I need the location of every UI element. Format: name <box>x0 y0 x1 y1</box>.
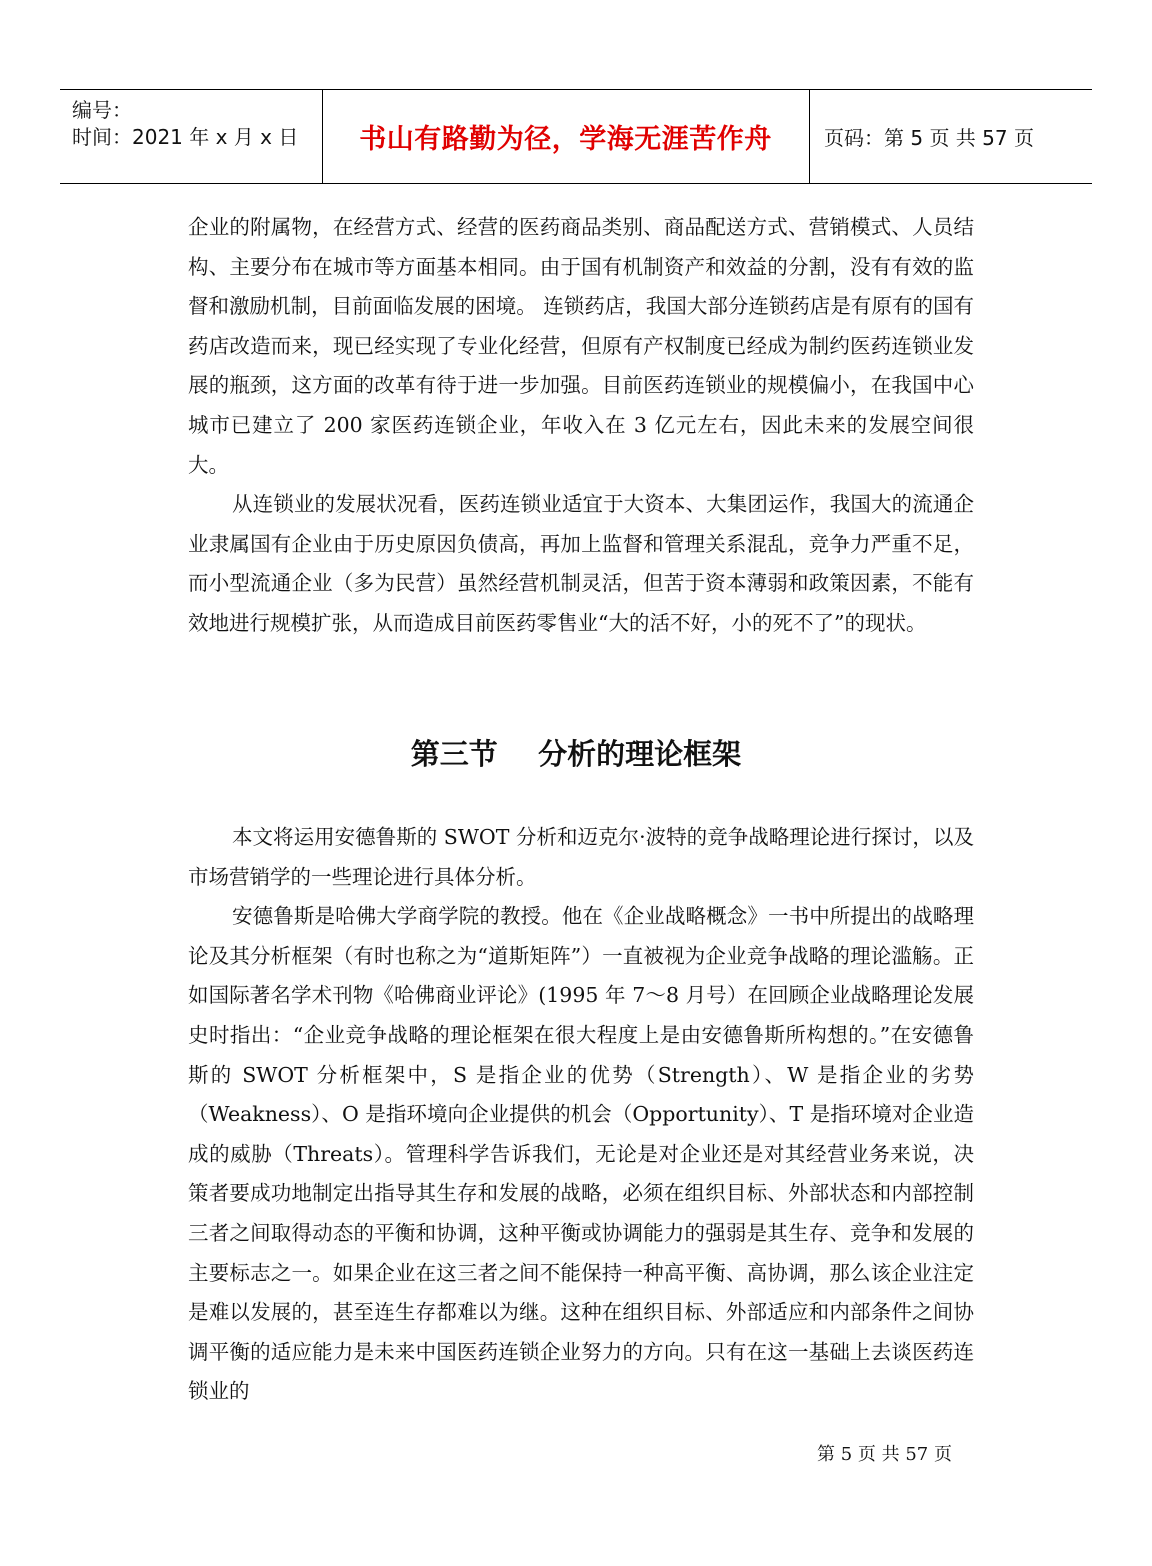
page-footer: 第 5 页 共 57 页 <box>817 1444 952 1465</box>
document-time-label: 时间：2021 年 x 月 x 日 <box>72 125 299 149</box>
paragraph: 本文将运用安德鲁斯的 SWOT 分析和迈克尔·波特的竞争战略理论进行探讨，以及市场营销学的一些理论进行具体分析。 <box>188 825 974 889</box>
header-page-cell <box>810 90 1092 183</box>
header-page-code: 页码：第 5 页 共 57 页 <box>824 126 1034 150</box>
header-motto: 书山有路勤为径，学海无涯苦作舟 <box>359 124 772 155</box>
paragraph: 从连锁业的发展状况看，医药连锁业适宜于大资本、大集团运作，我国大的流通企业隶属国有企业由于历史原因负债高，再加上监督和管理关系混乱，竞争力严重不足，而小型流通企业（多为民营）虽然经营机制灵活，但苦于资本薄弱和政策因素，不能有效地进行规模扩张，从而造成目前医药零售业“大的活不好，小的死不了”的现状。 <box>188 492 974 635</box>
paragraph: 企业的附属物，在经营方式、经营的医药商品类别、商品配送方式、营销模式、人员结构、主要分布在城市等方面基本相同。由于国有机制资产和效益的分割，没有有效的监督和激励机制，目前面临发展的困境。 连锁药店，我国大部分连锁药店是有原有的国有药店改造而来，现已经实现了专业化经营，但原有产权制度已经成为制约医药连锁业发展的瓶颈，这方面的改革有待于进一步加强。目前医药连锁业的规模偏小，在我国中心城市已建立了 200 家医药连锁企业，年收入在 3 亿元左右，因此未来的发展空间很大。 <box>188 215 974 477</box>
document-number-label: 编号： <box>72 98 132 122</box>
page-header <box>60 89 1092 184</box>
body-text-top <box>188 208 974 644</box>
section-title: 第三节 分析的理论框架 <box>410 737 742 771</box>
body-text-bottom <box>188 818 974 1412</box>
paragraph: 安德鲁斯是哈佛大学商学院的教授。他在《企业战略概念》一书中所提出的战略理论及其分析框架（有时也称之为“道斯矩阵”）一直被视为企业竞争战略的理论滥觞。正如国际著名学术刊物《哈佛商业评论》(1995 年 7～8 月号）在回顾企业战略理论发展史时指出：“企业竞争战略的理论框架在很大程度上是由安德鲁斯所构想的。”在安德鲁斯的 SWOT 分析框架中，S 是指企业的优势（Strength）、W 是指企业的劣势（Weakness）、O 是指环境向企业提供的机会（Opportunity）、T 是指环境对企业造成的威胁（Threats）。管理科学告诉我们，无论是对企业还是对其经营业务来说，决策者要成功地制定出指导其生存和发展的战略，必须在组织目标、外部状态和内部控制三者之间取得动态的平衡和协调，这种平衡或协调能力的强弱是其生存、竞争和发展的主要标志之一。如果企业在这三者之间不能保持一种高平衡、高协调，那么该企业注定是难以发展的，甚至连生存都难以为继。这种在组织目标、外部适应和内部条件之间协调平衡的适应能力是未来中国医药连锁企业努力的方向。只有在这一基础上去谈医药连锁业的 <box>188 904 974 1404</box>
header-motto-cell <box>322 90 810 183</box>
header-info-cell <box>60 90 323 183</box>
